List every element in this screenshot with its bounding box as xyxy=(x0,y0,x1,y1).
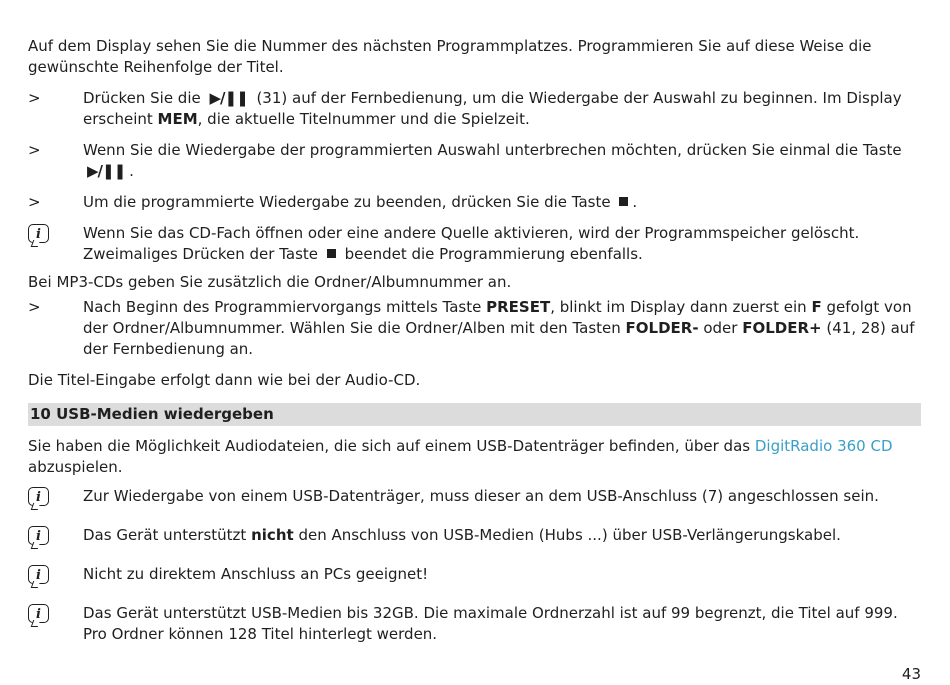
info-note-icon xyxy=(28,487,49,506)
nicht-emphasis: nicht xyxy=(251,526,294,544)
preset-label: PRESET xyxy=(486,298,551,316)
info-note-icon xyxy=(28,224,49,243)
step-marker: > xyxy=(28,298,41,316)
step-marker: > xyxy=(28,89,41,107)
step-start-playback: > Drücken Sie die ▶/❚❚ (31) auf der Fernbedienung, um die Wiedergabe der Auswahl zu beginnen. Im Display erscheint MEM, die aktuelle Titelnummer und die Spielzeit. xyxy=(28,89,902,128)
f-label: F xyxy=(811,298,822,316)
info-note-icon xyxy=(28,565,49,584)
info-note-icon xyxy=(28,604,49,623)
play-pause-icon: ▶/❚❚ xyxy=(209,89,248,107)
section-heading: 10 USB-Medien wiedergeben xyxy=(28,403,921,426)
product-name: DigitRadio 360 CD xyxy=(754,437,893,455)
step-marker: > xyxy=(28,141,41,159)
play-pause-icon: ▶/❚❚ xyxy=(87,162,126,180)
note-usb-limits: i Das Gerät unterstützt USB-Medien bis 32GB. Die maximale Ordnerzahl ist auf 99 begrenzt, die Titel auf 999. Pro Ordner können 128 Titel hinterlegt werden. xyxy=(28,603,921,645)
stop-square-icon xyxy=(619,197,628,206)
folder-plus-label: FOLDER+ xyxy=(742,319,822,337)
note-usb-port: i Zur Wiedergabe von einem USB-Datenträger, muss dieser an dem USB-Anschluss (7) angeschlossen sein. xyxy=(28,486,921,512)
page-number: 43 xyxy=(901,665,921,683)
folder-minus-label: FOLDER- xyxy=(625,319,699,337)
info-note-icon xyxy=(28,526,49,545)
usb-intro-paragraph: Sie haben die Möglichkeit Audiodateien, die sich auf einem USB-Datenträger befinden, über das DigitRadio 360 CD abzuspielen. xyxy=(28,437,893,476)
step-mp3-folder: > Nach Beginn des Programmiervorgangs mittels Taste PRESET, blinkt im Display dann zuerst ein F gefolgt von der Ordner/Albumnummer. Wählen Sie die Ordner/Alben mit den Tasten FOLDER- oder FOLDER+ (41, 28) auf der Fernbedienung an. xyxy=(28,298,915,358)
step-marker: > xyxy=(28,193,41,211)
mp3-intro: Bei MP3-CDs geben Sie zusätzlich die Ordner/Albumnummer an. xyxy=(28,273,512,291)
step-stop-playback: > Um die programmierte Wiedergabe zu beenden, drücken Sie die Taste . xyxy=(28,193,638,211)
note-usb-hubs: i Das Gerät unterstützt nicht den Anschluss von USB-Medien (Hubs ...) über USB-Verlängerungskabel. xyxy=(28,525,921,551)
step-pause-playback: > Wenn Sie die Wiedergabe der programmierten Auswahl unterbrechen möchten, drücken Sie einmal die Taste ▶/❚❚ . xyxy=(28,141,902,180)
stop-square-icon xyxy=(327,249,336,258)
manual-page xyxy=(28,36,921,658)
note-program-memory: i Wenn Sie das CD-Fach öffnen oder eine andere Quelle aktivieren, wird der Programmspeicher gelöscht. Zweimaliges Drücken der Taste beendet die Programmierung ebenfalls. xyxy=(28,223,921,265)
intro-paragraph: Auf dem Display sehen Sie die Nummer des nächsten Programmplatzes. Programmieren Sie auf diese Weise die gewünschte Reihenfolge der Titel. xyxy=(28,37,872,76)
mem-label: MEM xyxy=(157,110,198,128)
title-entry-paragraph: Die Titel-Eingabe erfolgt dann wie bei der Audio-CD. xyxy=(28,371,421,389)
note-pc-connection: i Nicht zu direktem Anschluss an PCs geeignet! xyxy=(28,564,921,590)
